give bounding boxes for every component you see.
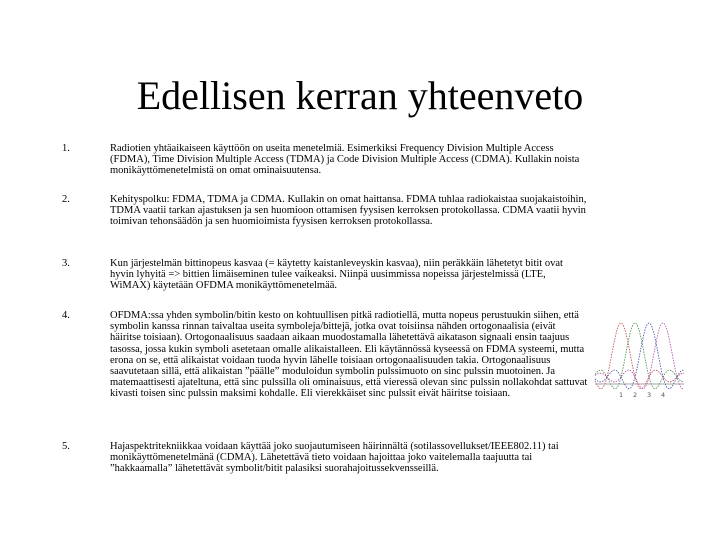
item-number: 1.: [62, 143, 70, 154]
item-text: Hajaspektritekniikkaa voidaan käyttää joko suojautumiseen häirinnältä (sotilassovellukset/IEEE802.11) tai monikäyttömenetelmänä (CDMA). Lähetettävä tieto voidaan hajoittaa joko vaitelemalla taajuutta tai ”hakkaamalla” lähetettävät symbolit/bitit palasiksi suorahajoitussekvensseillä.: [110, 441, 559, 475]
axis-tick-label: 2: [633, 391, 638, 399]
item-text: Kun järjestelmän bittinopeus kasvaa (= käytetty kaistanleveyskin kasvaa), niin peräkkäin lähetetyt bitit ovat hyvin lyhyitä => bittien limäiseminen tulee vaikeaksi. Niinpä uusimmissa nopeissa järjestelmissä (LTE, WiMAX) käytetään OFDMA monikäyttömenetelmää.: [110, 258, 563, 292]
item-text: Kehityspolku: FDMA, TDMA ja CDMA. Kullakin on omat haittansa. FDMA tuhlaa radiokaistaa suojakaistoihin, TDMA vaatii tarkan ajastuksen ja sen huomioon ottamisen fyysisen kerroksen protokollassa. CDMA vaatii hyvin toimivan tehonsäädön ja sen huomioimista fyysisen kerroksen protokollassa.: [110, 194, 587, 228]
item-text: OFDMA:ssa yhden symbolin/bitin kesto on kohtuullisen pitkä radiotiellä, mutta nopeus perustuukin siihen, että symbolin kanssa rinnan taivaltaa useita symboleja/bittejä, jotka ovat toisiinsa nähden ortogonaalisia (eivät häiritse toisiaan). Ortogonaalisuus saadaan aikaan muodostamalla lähetettävä aikatason signaali ensin taajuus tasossa, jossa kukin symboli asetetaan omalle alikaistalleen. Eli käytännössä kyseessä on FDMA systeemi, mutta erona on se, että alikaistat voidaan tuoda hyvin lähelle toisiaan ortogonaalisuuden takia. Ortogonaalisuus saavutetaan sillä, että alikaistan ”päälle” moduloidun symbolin pulssimuoto on sinc pulssin muotoinen. Ja matemaattisesti ajateltuna, että sinc pulssilla oli ominaisuus, että vieressä olevan sinc pulssin nollakohdat sattuvat kivasti toisen sinc pulssin maksimi kohdalle. Eli vierekkäiset sinc pulssit eivät häiritse toisiaan.: [110, 310, 588, 400]
axis-tick-label: 4: [661, 391, 666, 399]
sinc-pulse-curve: [595, 323, 684, 389]
item-number: 5.: [62, 441, 70, 452]
slide-title: Edellisen kerran yhteenveto: [136, 73, 584, 118]
axis-tick-label: 1: [619, 391, 624, 399]
sinc-pulses-figure: [593, 311, 686, 403]
sinc-curves: [595, 323, 684, 389]
item-text: Radiotien yhtäaikaiseen käyttöön on useita menetelmiä. Esimerkiksi Frequency Division Multiple Access (FDMA), Time Division Multiple Access (TDMA) ja Code Division Multiple Access (CDMA). Kullakin noista monikäyttömenetelmistä on omat ominaisuutensa.: [110, 143, 580, 177]
axis-tick-label: 3: [647, 391, 652, 399]
item-number: 2.: [62, 194, 70, 205]
item-number: 3.: [62, 258, 70, 269]
item-number: 4.: [62, 310, 70, 321]
